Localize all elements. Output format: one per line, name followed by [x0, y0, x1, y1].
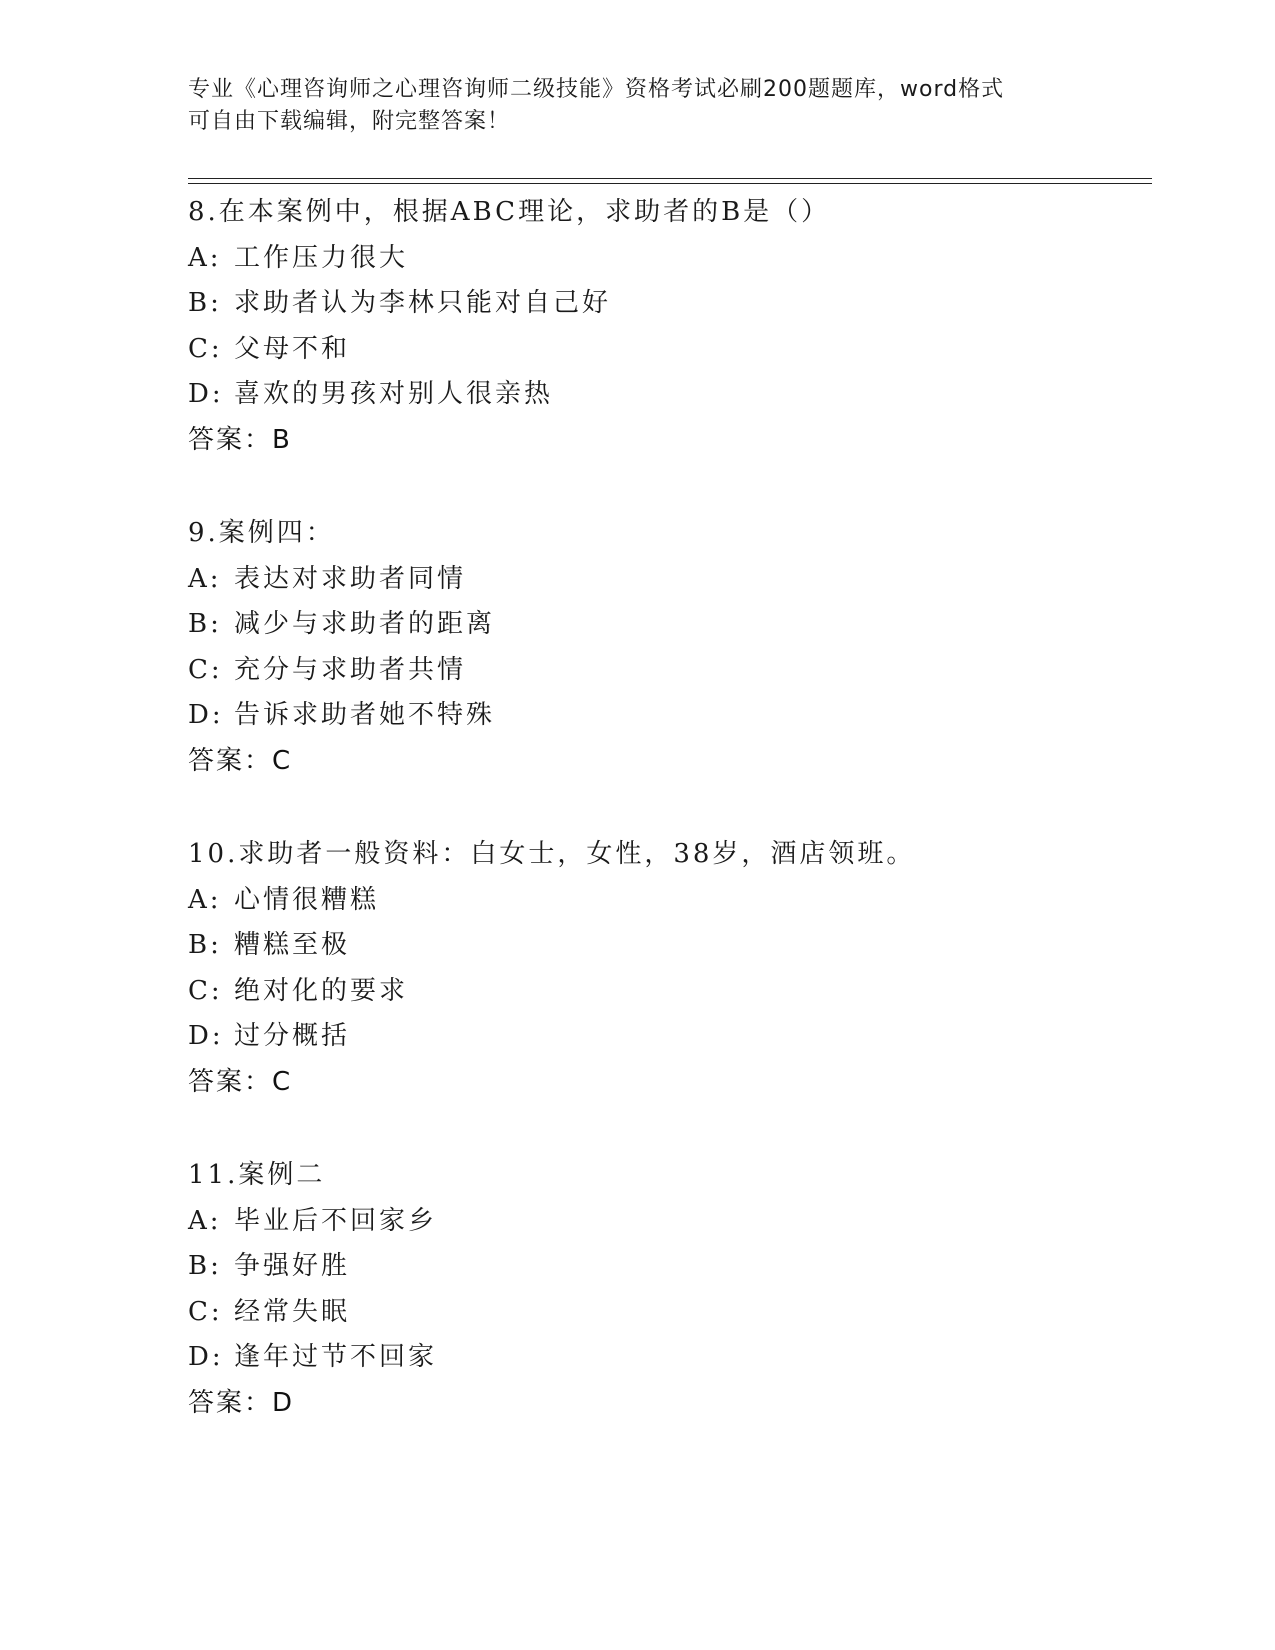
option-d [188, 693, 1148, 739]
option-c [188, 969, 1148, 1015]
option-b [188, 602, 1148, 648]
option-b [188, 281, 1148, 327]
option-letter: D: [188, 1021, 224, 1051]
option-letter: A: [188, 563, 222, 594]
option-letter: A: [188, 884, 222, 915]
header-line-1: 专业《心理咨询师之心理咨询师二级技能》资格考试必刷200题题库，word格式 [188, 77, 1005, 102]
option-d [188, 372, 1148, 418]
question-8 [188, 190, 1148, 463]
option-letter: D: [188, 700, 224, 730]
answer-line: 答案：C [188, 745, 293, 776]
option-letter: B: [188, 930, 222, 960]
question-11 [188, 1153, 1148, 1426]
option-text: 求助者认为李林只能对自己好 [234, 288, 612, 318]
option-a [188, 557, 1148, 603]
option-letter: B: [188, 288, 222, 318]
answer-line: 答案：C [188, 1066, 293, 1097]
option-text: 经常失眠 [234, 1296, 351, 1327]
header-divider-top [188, 178, 1152, 179]
question-stem: 9.案例四： [188, 518, 335, 548]
option-text: 争强好胜 [234, 1251, 351, 1281]
option-a [188, 878, 1148, 924]
option-text: 父母不和 [234, 333, 351, 364]
option-b [188, 1244, 1148, 1290]
option-letter: C: [188, 1296, 223, 1327]
question-stem: 10.求助者一般资料：白女士，女性，38岁，酒店领班。 [188, 839, 916, 869]
option-d [188, 1335, 1148, 1381]
option-letter: B: [188, 1251, 222, 1281]
option-letter: D: [188, 379, 224, 409]
option-text: 心情很糟糕 [234, 884, 380, 915]
question-stem: 11.案例二 [188, 1160, 326, 1190]
question-list [188, 190, 1148, 1426]
option-a [188, 1199, 1148, 1245]
question-9 [188, 511, 1148, 784]
question-stem: 8.在本案例中，根据ABC理论，求助者的B是（） [188, 197, 831, 227]
option-d [188, 1014, 1148, 1060]
option-letter: C: [188, 654, 223, 685]
option-letter: C: [188, 333, 223, 364]
option-text: 工作压力很大 [234, 242, 409, 273]
option-letter: A: [188, 242, 222, 273]
option-text: 表达对求助者同情 [234, 563, 467, 594]
option-text: 绝对化的要求 [234, 975, 409, 1006]
option-text: 糟糕至极 [234, 930, 351, 960]
option-b [188, 923, 1148, 969]
option-c [188, 327, 1148, 373]
option-letter: B: [188, 609, 222, 639]
option-text: 充分与求助者共情 [234, 654, 467, 685]
option-c [188, 648, 1148, 694]
header-line-2: 可自由下载编辑，附完整答案！ [188, 109, 511, 134]
header-divider-bottom [188, 183, 1152, 184]
option-text: 减少与求助者的距离 [234, 609, 496, 639]
option-letter: D: [188, 1342, 224, 1372]
option-text: 毕业后不回家乡 [234, 1205, 438, 1236]
option-text: 过分概括 [234, 1021, 351, 1051]
option-a [188, 236, 1148, 282]
option-letter: C: [188, 975, 223, 1006]
document-header [188, 74, 1088, 138]
option-letter: A: [188, 1205, 222, 1236]
option-text: 逢年过节不回家 [234, 1342, 438, 1372]
option-c [188, 1290, 1148, 1336]
option-text: 告诉求助者她不特殊 [234, 700, 496, 730]
question-10 [188, 832, 1148, 1105]
option-text: 喜欢的男孩对别人很亲热 [234, 379, 554, 409]
answer-line: 答案：D [188, 1387, 295, 1418]
answer-line: 答案：B [188, 424, 292, 455]
